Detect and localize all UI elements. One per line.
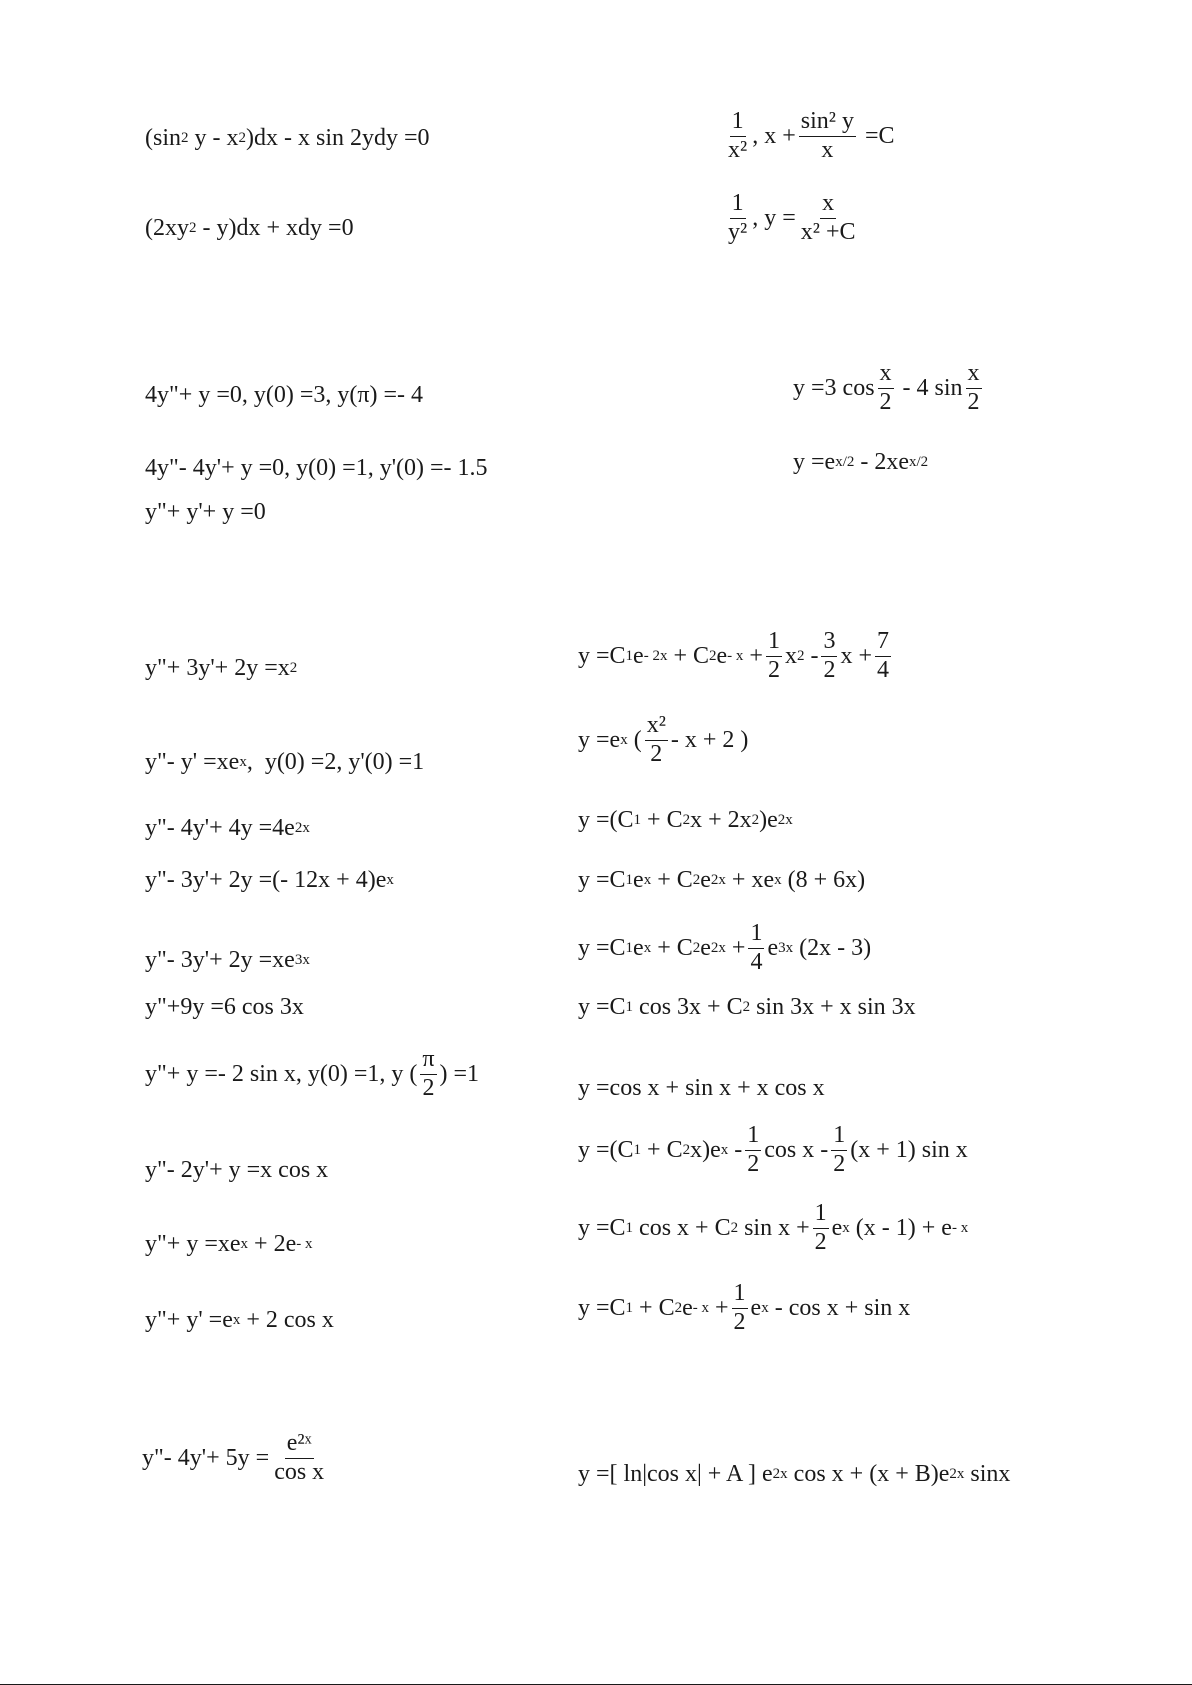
math-text: - x + 2 ): [670, 727, 749, 754]
math-text: e: [716, 643, 728, 670]
math-text: y =C: [578, 1295, 626, 1322]
fraction: [272, 1430, 326, 1486]
math-text: e: [633, 643, 644, 670]
fraction-denominator: 2: [422, 1074, 435, 1101]
math-text: , y(0) =2, y'(0) =1: [246, 749, 425, 775]
math-text: +: [743, 643, 763, 670]
math-text: + C: [633, 1295, 675, 1322]
answer-nonhomog-6: y =C 1 cos 3x + C 2 sin 3x + x sin 3x: [578, 994, 916, 1020]
fraction: [966, 360, 982, 416]
math-text: y"- 3y'+ 2y =(- 12x + 4)e: [145, 867, 387, 893]
math-text: + C: [641, 807, 683, 833]
math-text: e: [633, 867, 644, 893]
answer-nonhomog-8: y =(C 1 + C 2 x)e x - $\frac{1}{2}$ cos x - $\frac{1}{2}$ (x + 1) sin x: [578, 1122, 968, 1177]
fraction-numerator: π: [420, 1046, 436, 1075]
equation-homog-3: [145, 500, 266, 524]
equation-nonhomog-10: y"+ y' =e x + 2 cos x: [145, 1307, 334, 1333]
fraction: [821, 628, 837, 684]
fraction-denominator: 2: [967, 388, 980, 415]
equation-nonhomog-4: y"- 3y'+ 2y =(- 12x + 4)e x: [145, 867, 394, 893]
math-text: x +: [840, 643, 872, 670]
math-text: +: [709, 1295, 729, 1322]
fraction: [726, 108, 749, 164]
fraction-numerator: sin² y: [799, 108, 856, 137]
math-text: + 2e: [248, 1231, 297, 1257]
math-text: + C: [641, 1137, 683, 1164]
math-text: (: [145, 125, 153, 151]
math-text: y =[ ln|cos x| + A ] e: [578, 1461, 773, 1487]
answer-nonhomog-1: y =C 1 e - 2x + C 2 e - x + $\frac{1}{2}$ x 2 - $\frac{3}{2}$ x + $\frac{7}{4}$: [578, 628, 889, 683]
math-text: y =(C: [578, 1137, 634, 1164]
math-text: y =e: [578, 727, 621, 754]
math-text: y"- y' =xe: [145, 749, 240, 775]
math-text: y"+ y =xe: [145, 1231, 241, 1257]
fraction-denominator: x²: [728, 136, 748, 163]
math-text: - y: [196, 215, 229, 241]
math-text: (2x - 3): [793, 935, 872, 962]
math-text: 4y"+ y =0, y(0) =3, y(π) =- 4: [145, 382, 424, 408]
math-text: y - x: [188, 125, 239, 151]
math-text: sin x +: [738, 1215, 810, 1242]
math-text: x)e: [690, 1137, 721, 1164]
math-text: , x +: [752, 123, 796, 150]
equation-homog-2: [145, 456, 488, 480]
math-text: dx + xdy =0: [236, 215, 354, 241]
math-text: e: [633, 935, 644, 962]
fraction-denominator: x: [821, 136, 834, 163]
fraction: [831, 1122, 847, 1178]
math-text: ): [228, 215, 237, 241]
fraction-numerator: x: [966, 360, 982, 389]
answer-exact-2: [723, 190, 861, 246]
math-text: e: [831, 1215, 843, 1242]
equation-nonhomog-2: y"- y' =xe x , y(0) =2, y'(0) =1: [145, 749, 425, 775]
equation-nonhomog-3: y"- 4y'+ 4y =4e 2x: [145, 815, 310, 841]
fraction-denominator: 2: [650, 740, 663, 767]
fraction-numerator: 1: [732, 1280, 748, 1309]
fraction-numerator: x: [820, 190, 836, 219]
fraction: [732, 1280, 748, 1336]
equation-nonhomog-6: [145, 995, 304, 1019]
answer-nonhomog-7: [578, 1076, 825, 1100]
math-text: + xe: [725, 867, 775, 893]
math-text: + C: [667, 643, 709, 670]
math-text: (: [627, 727, 642, 754]
math-text: y =C: [578, 994, 626, 1020]
math-text: y"+ y'+ y =0: [145, 499, 266, 525]
math-text: (x + 1) sin x: [850, 1137, 968, 1164]
equation-nonhomog-5: y"- 3y'+ 2y =xe 3x: [145, 947, 310, 973]
fraction-denominator: 2: [747, 1150, 760, 1177]
answer-nonhomog-5: y =C 1 e x + C 2 e 2x + $\frac{1}{4}$ e 3x (2x - 3): [578, 920, 872, 975]
math-text: e: [682, 1295, 693, 1322]
math-text: - 4 sin: [896, 375, 963, 402]
fraction: [766, 628, 782, 684]
fraction-denominator: 2: [833, 1150, 846, 1177]
math-text: e: [767, 935, 779, 962]
math-text: -: [804, 643, 819, 670]
answer-nonhomog-11: y =[ ln|cos x| + A ] e 2x cos x + (x + B)e 2x sinx: [578, 1461, 1011, 1487]
math-text: cos x -: [764, 1137, 829, 1164]
math-text: ) =1: [439, 1061, 480, 1088]
equation-homog-1: [145, 383, 423, 407]
math-text: y"- 4y'+ 4y =4e: [145, 815, 295, 841]
math-text: + 2 cos x: [240, 1307, 334, 1333]
fraction-denominator: 2: [767, 656, 780, 683]
fraction-denominator: cos x: [274, 1458, 325, 1485]
math-text: y"+ y' =e: [145, 1307, 233, 1333]
fraction: [748, 920, 764, 976]
fraction: [645, 712, 668, 768]
math-text: + C: [651, 867, 693, 893]
math-text: + C: [651, 935, 693, 962]
math-text: e: [700, 867, 711, 893]
fraction: [878, 360, 894, 416]
math-text: dx - x sin 2ydy =0: [254, 125, 430, 151]
math-text: , y =: [752, 205, 796, 232]
fraction-numerator: 1: [730, 108, 746, 137]
answer-nonhomog-3: y =(C 1 + C 2 x + 2x 2 )e 2x: [578, 807, 793, 833]
fraction-denominator: x² +C: [800, 218, 856, 245]
fraction-numerator: x: [878, 360, 894, 389]
math-text: y =C: [578, 935, 626, 962]
equation-nonhomog-1: y"+ 3y'+ 2y =x 2: [145, 655, 298, 681]
answer-exact-1: [723, 108, 895, 164]
equation-nonhomog-7: [145, 1046, 479, 1102]
math-text: y =e: [793, 449, 836, 475]
fraction-numerator: e²ˣ: [285, 1430, 314, 1459]
fraction-numerator: 3: [821, 628, 837, 657]
answer-nonhomog-4: y =C 1 e x + C 2 e 2x + xe x (8 + 6x): [578, 867, 866, 893]
math-text: cos x + (x + B)e: [787, 1461, 950, 1487]
math-text: e: [750, 1295, 762, 1322]
equation-nonhomog-8: [145, 1158, 328, 1182]
fraction-numerator: 1: [748, 920, 764, 949]
math-text: ): [246, 125, 255, 151]
fraction-denominator: 4: [877, 656, 889, 683]
answer-nonhomog-9: y =C 1 cos x + C 2 sin x + $\frac{1}{2}$ e x (x - 1) + e - x: [578, 1200, 969, 1255]
math-text: cos x + C: [633, 1215, 731, 1242]
fraction-numerator: 1: [730, 190, 746, 219]
math-text: e: [700, 935, 711, 962]
math-text: x: [784, 643, 797, 670]
equation-nonhomog-9: y"+ y =xe x + 2e - x: [145, 1231, 313, 1257]
answer-nonhomog-2: y =e x ( $\frac{\text{x²}}{2}$ - x + 2 ): [578, 712, 749, 767]
math-text: y"+9y =6 cos 3x: [145, 994, 304, 1020]
fraction-numerator: x²: [645, 712, 668, 741]
fraction: [813, 1200, 829, 1256]
math-text: y =C: [578, 643, 626, 670]
math-text: =C: [858, 123, 895, 150]
fraction-denominator: 4: [750, 948, 763, 975]
math-text: cos 3x + C: [633, 994, 743, 1020]
answer-homog-2: y =e x/2 - 2xe x/2: [793, 449, 929, 475]
math-text: y =cos x + sin x + x cos x: [578, 1075, 825, 1101]
fraction: [745, 1122, 761, 1178]
math-text: y"- 2y'+ y =x cos x: [145, 1157, 329, 1183]
fraction: [420, 1046, 436, 1102]
math-text: - 2xe: [854, 449, 910, 475]
math-text: sin 3x + x sin 3x: [750, 994, 916, 1020]
math-text: x + 2x: [690, 807, 752, 833]
math-text: sin: [153, 125, 182, 151]
fraction-numerator: 1: [831, 1122, 847, 1151]
math-text: 4y"- 4y'+ y =0, y(0) =1, y'(0) =- 1.5: [145, 455, 488, 481]
fraction-numerator: 1: [813, 1200, 829, 1229]
math-text: 2xy: [153, 215, 189, 241]
math-text: (: [145, 215, 153, 241]
math-text: - cos x + sin x: [768, 1295, 911, 1322]
math-text: (8 + 6x): [781, 867, 866, 893]
math-text: (x - 1) + e: [849, 1215, 952, 1242]
fraction-denominator: 2: [823, 656, 836, 683]
math-text: y =(C: [578, 807, 634, 833]
fraction: [799, 108, 856, 164]
fraction: [726, 190, 749, 246]
math-text: y"- 4y'+ 5y =: [142, 1445, 270, 1472]
answer-homog-1: [793, 360, 985, 416]
equation-exact-2: ( 2xy 2 - y ) dx + xdy =0: [145, 215, 354, 241]
fraction-numerator: 1: [745, 1122, 761, 1151]
math-text: )e: [759, 807, 778, 833]
equation-exact-1: ( sin 2 y - x 2 ) dx - x sin 2ydy =0: [145, 125, 430, 151]
math-text: sinx: [964, 1461, 1011, 1487]
equation-nonhomog-11: [142, 1430, 329, 1486]
math-text: y"+ y =- 2 sin x, y(0) =1, y (: [145, 1061, 418, 1088]
fraction-denominator: 2: [879, 388, 892, 415]
fraction: [799, 190, 858, 246]
math-text: y =C: [578, 867, 626, 893]
math-text: y"- 3y'+ 2y =xe: [145, 947, 295, 973]
math-text: y =C: [578, 1215, 626, 1242]
fraction-numerator: 7: [875, 628, 891, 657]
math-text: -: [728, 1137, 743, 1164]
math-text: y =3 cos: [793, 375, 875, 402]
fraction-denominator: 2: [733, 1308, 746, 1335]
fraction: [875, 628, 891, 684]
fraction-denominator: y²: [728, 218, 748, 245]
fraction-numerator: 1: [766, 628, 782, 657]
fraction-denominator: 2: [814, 1228, 827, 1255]
answer-nonhomog-10: y =C 1 + C 2 e - x + $\frac{1}{2}$ e x - cos x + sin x: [578, 1280, 911, 1335]
math-text: y"+ 3y'+ 2y =x: [145, 655, 290, 681]
math-text: +: [725, 935, 746, 962]
